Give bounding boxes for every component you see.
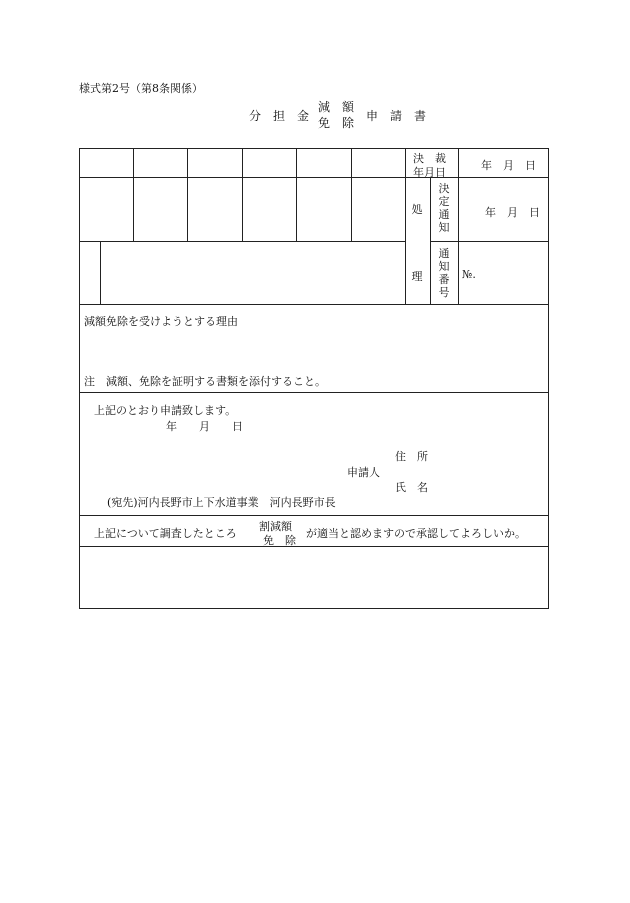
approval-stack-top: 割減額: [259, 520, 292, 533]
title-stack-top: 減 額: [318, 100, 355, 114]
decision-date-label-2: 年月日: [413, 166, 446, 179]
notice-number-label: 通知番号: [438, 247, 450, 299]
approval-text-before: 上記について調査したところ: [94, 527, 237, 540]
notice-label: 決定通知: [438, 182, 450, 234]
application-date: 年 月 日: [166, 420, 243, 433]
decision-date-value: 年 月 日: [481, 159, 536, 172]
decision-date-label-1: 決 裁: [413, 152, 446, 165]
form-number: 様式第2号（第8条関係）: [79, 82, 203, 95]
addressee: (宛先)河内長野市上下水道事業 河内長野市長: [107, 496, 336, 509]
processing-side-label-bottom: 理: [411, 270, 423, 283]
applicant-label: 申請人: [347, 466, 380, 479]
title-stack-bottom: 免 除: [318, 116, 355, 130]
address-label: 住 所: [395, 450, 428, 463]
notice-number-value: №.: [462, 268, 476, 281]
reason-label: 減額免除を受けようとする理由: [84, 315, 238, 328]
notice-value: 年 月 日: [485, 206, 540, 219]
reason-note: 注 減額、免除を証明する書類を添付すること。: [84, 375, 326, 388]
approval-stack-bottom: 免 除: [263, 534, 296, 547]
application-statement: 上記のとおり申請致します。: [94, 404, 237, 417]
processing-side-label-top: 処: [411, 203, 423, 216]
title-right: 申 請 書: [366, 109, 427, 123]
approval-text-after: が適当と認めますので承認してよろしいか。: [306, 527, 526, 540]
title-left: 分 担 金: [249, 109, 310, 123]
name-label: 氏 名: [395, 481, 428, 494]
